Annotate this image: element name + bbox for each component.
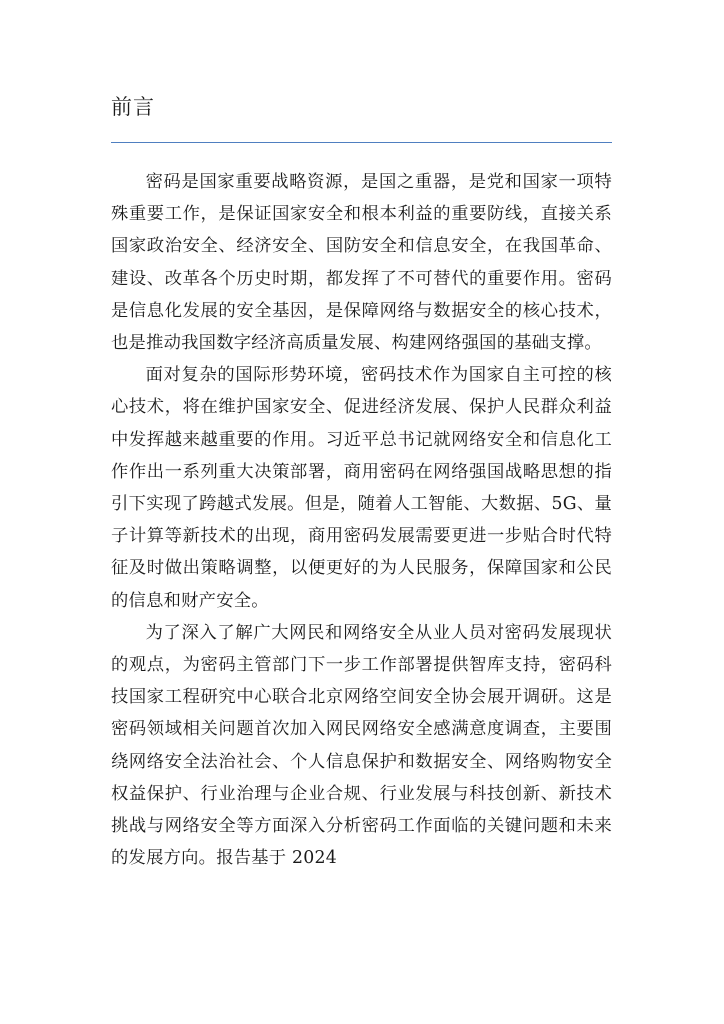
paragraph-1: 密码是国家重要战略资源，是国之重器，是党和国家一项特殊重要工作，是保证国家安全和根本利益的重要防线，直接关系国家政治安全、经济安全、国防安全和信息安全，在我国革命、建设、改革各个历史时期，都发挥了不可替代的重要作用。密码是信息化发展的安全基因，是保障网络与数据安全的核心技术，也是推动我国数字经济高质量发展、构建网络强国的基础支撑。: [111, 172, 612, 354]
section-heading: 前言: [111, 95, 155, 119]
paragraph-2: 面对复杂的国际形势环境，密码技术作为国家自主可控的核心技术，将在维护国家安全、促进经济发展、保护人民群众利益中发挥越来越重要的作用。习近平总书记就网络安全和信息化工作作出一系列重大决策部署，商用密码在网络强国战略思想的指引下实现了跨越式发展。但是，随着人工智能、大数据、5G、量子计算等新技术的出现，商用密码发展需要更进一步贴合时代特征及时做出策略调整，以便更好的为人民服务，保障国家和公民的信息和财产安全。: [111, 365, 612, 611]
heading-divider: [111, 142, 612, 143]
body-text: [111, 166, 612, 874]
paragraph-3: 为了深入了解广大网民和网络安全从业人员对密码发展现状的观点，为密码主管部门下一步工作部署提供智库支持，密码科技国家工程研究中心联合北京网络空间安全协会展开调研。这是密码领域相关问题首次加入网民网络安全感满意度调查，主要围绕网络安全法治社会、个人信息保护和数据安全、网络购物安全权益保护、行业治理与企业合规、行业发展与科技创新、新技术挑战与网络安全等方面深入分析密码工作面临的关键问题和未来的发展方向。报告基于 2024: [111, 622, 612, 869]
